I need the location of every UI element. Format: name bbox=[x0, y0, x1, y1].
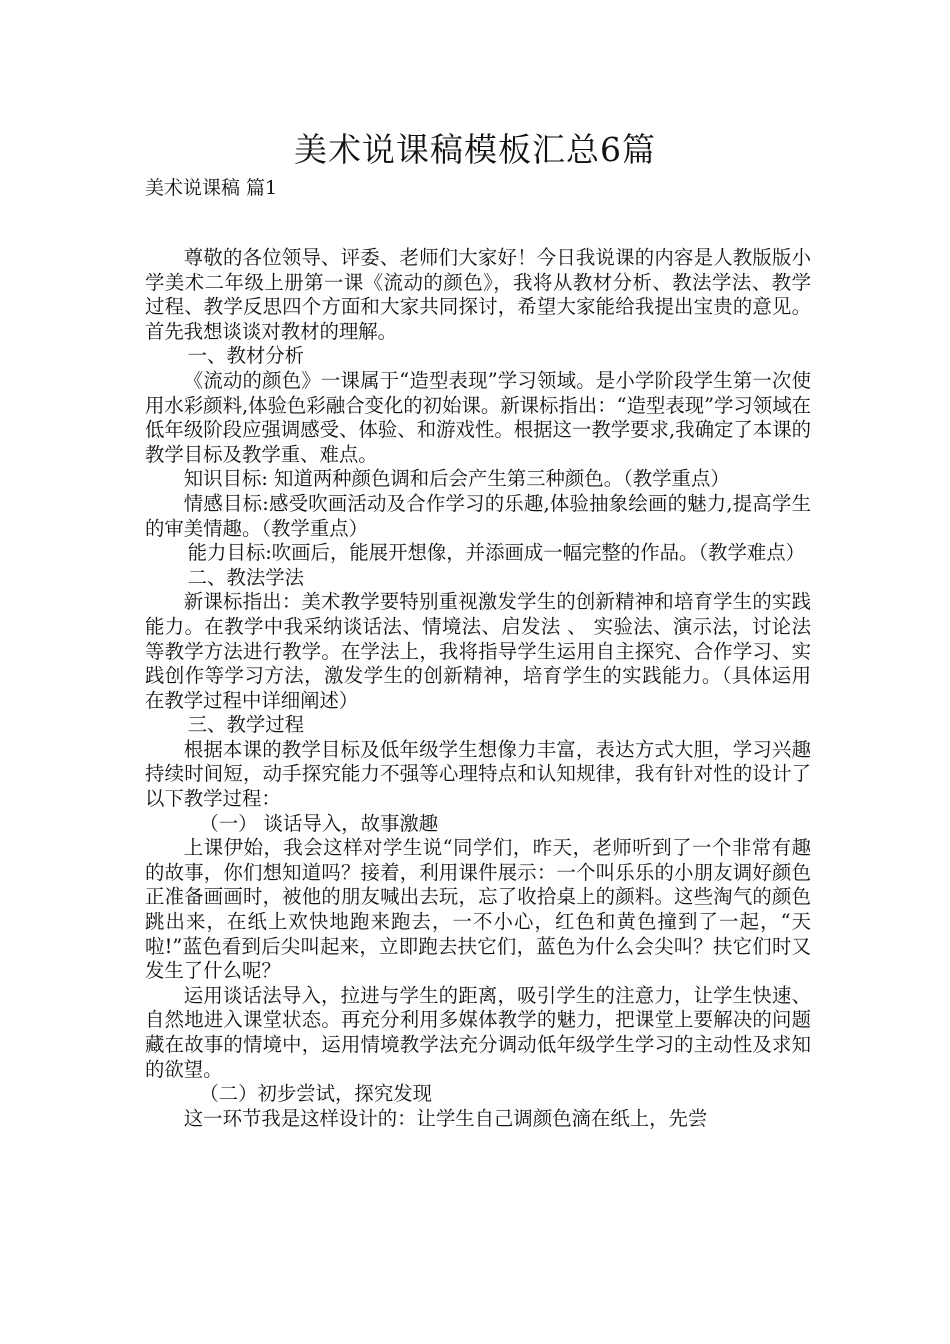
paragraph: 根据本课的教学目标及低年级学生想像力丰富，表达方式大胆，学习兴趣持续时间短，动手探究能力不强等心理特点和认知规律，我有针对性的设计了以下教学过程： bbox=[145, 737, 811, 811]
page-title: 美术说课稿模板汇总6篇 bbox=[294, 130, 656, 169]
paragraph: （二）初步尝试，探究发现 bbox=[199, 1082, 432, 1106]
paragraph: （一） 谈话导入，故事激趣 bbox=[199, 811, 439, 835]
paragraph: 这一环节我是这样设计的：让学生自己调颜色滴在纸上，先尝 bbox=[183, 1106, 708, 1130]
paragraph: 二、教法学法 bbox=[187, 565, 305, 589]
paragraph: 能力目标:吹画后，能展开想像，并添画成一幅完整的作品。（教学难点） bbox=[187, 541, 806, 565]
paragraph: 三、教学过程 bbox=[187, 713, 305, 737]
paragraph: 《流动的颜色》一课属于“造型表现”学习领域。是小学阶段学生第一次使用水彩颜料,体验色彩融合变化的初始课。新课标指出：“造型表现”学习领域在低年级阶段应强调感受、体验、和游戏性。根据这一教学要求,我确定了本课的教学目标及教学重、难点。 bbox=[145, 368, 811, 466]
paragraph: 一、教材分析 bbox=[187, 344, 305, 368]
paragraph: 新课标指出：美术教学要特别重视激发学生的创新精神和培育学生的实践能力。在教学中我采纳谈话法、情境法、启发法 、 实验法、演示法，讨论法等教学方法进行教学。在学法上，我将指导学生运用自主探究、合作学习、实践创作等学习方法，激发学生的创新精神，培育学生的实践能力。（具体运用在教学过程中详细阐述） bbox=[145, 590, 811, 712]
paragraph: 上课伊始，我会这样对学生说“同学们，昨天，老师听到了一个非常有趣的故事，你们想知道吗？接着，利用课件展示：一个叫乐乐的小朋友调好颜色正准备画画时，被他的朋友喊出去玩，忘了收拾桌上的颜料。这些淘气的颜色跳出来，在纸上欢快地跑来跑去，一不小心，红色和黄色撞到了一起，“天啦!”蓝色看到后尖叫起来，立即跑去扶它们，蓝色为什么会尖叫？扶它们时又发生了什么呢？ bbox=[145, 836, 811, 983]
paragraph: 尊敬的各位领导、评委、老师们大家好！今日我说课的内容是人教版版小学美术二年级上册第一课《流动的颜色》，我将从教材分析、教法学法、教学过程、教学反思四个方面和大家共同探讨，希望大家能给我提出宝贵的意见。首先我想谈谈对教材的理解。 bbox=[145, 246, 811, 343]
paragraph: 运用谈话法导入，拉进与学生的距离，吸引学生的注意力，让学生快速、自然地进入课堂状态。再充分利用多媒体教学的魅力，把课堂上要解决的问题藏在故事的情境中，运用情境教学法充分调动低年级学生学习的主动性及求知的欲望。 bbox=[145, 983, 811, 1081]
paragraph: 情感目标:感受吹画活动及合作学习的乐趣,体验抽象绘画的魅力,提高学生的审美情趣。（教学重点） bbox=[145, 491, 811, 540]
paragraph: 知识目标: 知道两种颜色调和后会产生第三种颜色。（教学重点） bbox=[183, 467, 730, 491]
document-body bbox=[145, 246, 811, 1131]
section-subtitle: 美术说课稿 篇1 bbox=[145, 177, 278, 199]
